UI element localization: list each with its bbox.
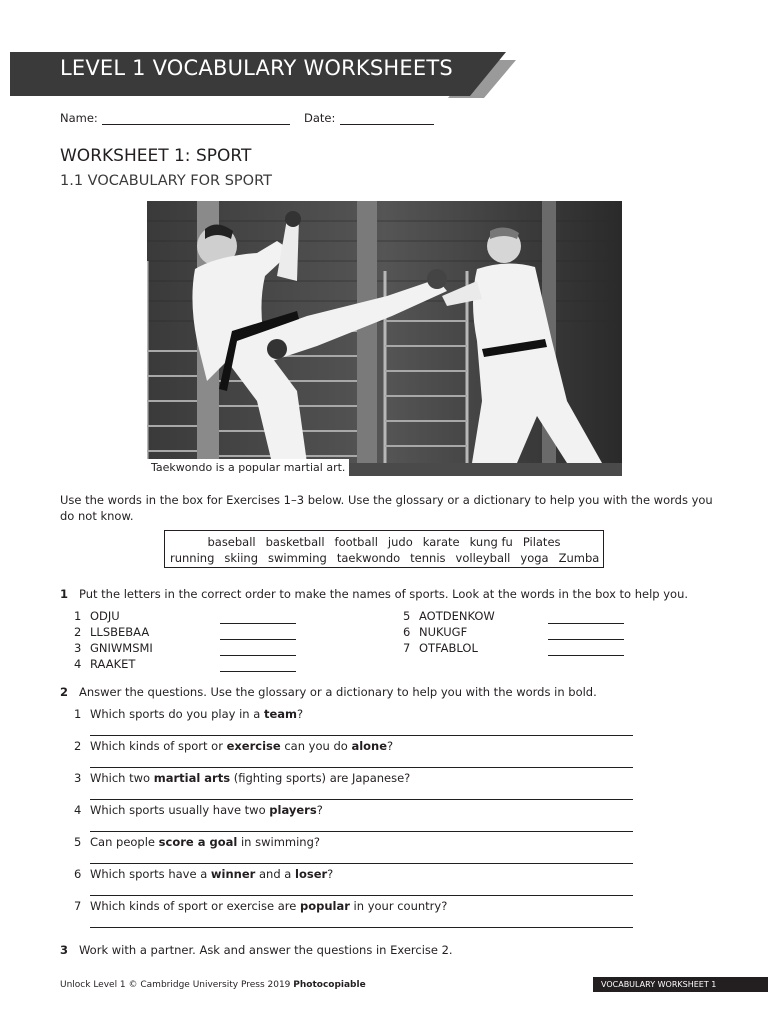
- word-box-word: football: [334, 535, 378, 549]
- bold-vocabulary-word: alone: [351, 739, 388, 753]
- footer-photocopiable: Photocopiable: [293, 980, 366, 990]
- question-text: Which sports usually have two: [90, 803, 270, 817]
- bold-vocabulary-word: loser: [295, 867, 328, 881]
- item-number: 7: [403, 641, 411, 655]
- exercise-1-instruction: [60, 587, 688, 601]
- answer-line[interactable]: [90, 767, 633, 768]
- header-title: LEVEL 1 VOCABULARY WORKSHEETS: [60, 56, 453, 80]
- question-text: Which sports have a: [90, 867, 211, 881]
- word-box-word: kung fu: [469, 535, 513, 549]
- word-box-word: Zumba: [558, 551, 600, 565]
- question-text: can you do: [280, 739, 352, 753]
- answer-line[interactable]: [548, 639, 624, 640]
- question-item: [74, 707, 303, 721]
- word-box-word: swimming: [268, 551, 327, 565]
- question-item: [74, 771, 410, 785]
- name-field[interactable]: [102, 124, 290, 125]
- word-box: [164, 530, 604, 568]
- question-text: Which sports do you play in a: [90, 707, 264, 721]
- question-item: [74, 739, 393, 753]
- exercise-text: Answer the questions. Use the glossary or a dictionary to help you with the words in bold.: [78, 685, 597, 699]
- question-text: Can people: [90, 835, 159, 849]
- bold-vocabulary-word: winner: [210, 867, 256, 881]
- exercise-number: 3: [60, 943, 69, 957]
- bold-vocabulary-word: exercise: [226, 739, 281, 753]
- exercise-2-instruction: [60, 685, 597, 699]
- date-field[interactable]: [340, 124, 434, 125]
- question-number: 1: [74, 707, 82, 721]
- answer-line[interactable]: [90, 831, 633, 832]
- question-text: ?: [297, 707, 304, 721]
- word-box-word: Pilates: [522, 535, 561, 549]
- question-text: ?: [327, 867, 334, 881]
- footer-copyright: [60, 980, 366, 990]
- answer-line[interactable]: [220, 623, 296, 624]
- answer-line[interactable]: [220, 671, 296, 672]
- question-number: 5: [74, 835, 82, 849]
- instructions-intro: Use the words in the box for Exercises 1–3 below. Use the glossary or a dictionary to help you with the words you do not know.: [60, 493, 713, 523]
- answer-line[interactable]: [220, 655, 296, 656]
- word-box-word: tennis: [410, 551, 446, 565]
- scrambled-word: OTFABLOL: [419, 641, 478, 655]
- bold-vocabulary-word: martial arts: [153, 771, 231, 785]
- question-text: Which kinds of sport or: [90, 739, 227, 753]
- photo-caption: Taekwondo is a popular martial art.: [147, 459, 349, 477]
- answer-line[interactable]: [90, 927, 633, 928]
- exercise-text: Work with a partner. Ask and answer the questions in Exercise 2.: [78, 943, 453, 957]
- answer-line[interactable]: [548, 655, 624, 656]
- question-text: Which two: [90, 771, 154, 785]
- scrambled-word: NUKUGF: [419, 625, 468, 639]
- scrambled-word: RAAKET: [90, 657, 136, 671]
- question-number: 6: [74, 867, 82, 881]
- scrambled-word: LLSBEBAA: [90, 625, 150, 639]
- word-box-word: running: [170, 551, 215, 565]
- question-item: [74, 803, 323, 817]
- question-item: [74, 899, 447, 913]
- exercise-text: Put the letters in the correct order to make the names of sports. Look at the words in the box to help you.: [78, 587, 689, 601]
- question-number: 3: [74, 771, 82, 785]
- question-item: [74, 835, 320, 849]
- scrambled-word: GNIWMSMI: [90, 641, 153, 655]
- worksheet-subtitle: 1.1 VOCABULARY FOR SPORT: [60, 173, 272, 189]
- question-text: in swimming?: [237, 835, 320, 849]
- word-box-word: baseball: [207, 535, 256, 549]
- scrambled-word-item: [403, 609, 495, 623]
- question-number: 7: [74, 899, 82, 913]
- answer-line[interactable]: [90, 895, 633, 896]
- question-number: 4: [74, 803, 82, 817]
- scrambled-word-item: [403, 625, 467, 639]
- scrambled-word: AOTDENKOW: [419, 609, 495, 623]
- item-number: 3: [74, 641, 82, 655]
- question-number: 2: [74, 739, 82, 753]
- item-number: 1: [74, 609, 82, 623]
- answer-line[interactable]: [90, 799, 633, 800]
- exercise-3-instruction: [60, 943, 453, 957]
- scrambled-word-item: [74, 625, 149, 639]
- question-text: Which kinds of sport or exercise are: [90, 899, 300, 913]
- bold-vocabulary-word: players: [269, 803, 317, 817]
- word-box-word: judo: [387, 535, 413, 549]
- footer-worksheet-label: VOCABULARY WORKSHEET 1: [593, 977, 768, 992]
- answer-line[interactable]: [90, 863, 633, 864]
- scrambled-word-item: [74, 641, 153, 655]
- word-box-word: karate: [422, 535, 460, 549]
- question-text: ?: [387, 739, 394, 753]
- taekwondo-photo: [147, 201, 622, 476]
- exercise-number: 1: [60, 587, 69, 601]
- word-box-word: taekwondo: [336, 551, 401, 565]
- word-box-row: [165, 550, 603, 566]
- bold-vocabulary-word: team: [263, 707, 298, 721]
- answer-line[interactable]: [548, 623, 624, 624]
- question-text: (fighting sports) are Japanese?: [230, 771, 411, 785]
- word-box-row: [165, 534, 603, 550]
- question-text: and a: [255, 867, 295, 881]
- date-label: Date:: [304, 111, 336, 125]
- scrambled-word-item: [403, 641, 478, 655]
- answer-line[interactable]: [90, 735, 633, 736]
- word-box-word: skiing: [224, 551, 259, 565]
- worksheet-title: WORKSHEET 1: SPORT: [60, 146, 252, 166]
- word-box-word: yoga: [520, 551, 549, 565]
- bold-vocabulary-word: score a goal: [158, 835, 238, 849]
- word-box-word: basketball: [265, 535, 325, 549]
- exercise-number: 2: [60, 685, 69, 699]
- scrambled-word-item: [74, 609, 120, 623]
- item-number: 6: [403, 625, 411, 639]
- item-number: 5: [403, 609, 411, 623]
- question-text: in your country?: [349, 899, 448, 913]
- word-box-word: volleyball: [455, 551, 511, 565]
- bold-vocabulary-word: popular: [299, 899, 350, 913]
- item-number: 2: [74, 625, 82, 639]
- question-item: [74, 867, 333, 881]
- name-label: Name:: [60, 111, 98, 125]
- question-text: ?: [316, 803, 323, 817]
- answer-line[interactable]: [220, 639, 296, 640]
- item-number: 4: [74, 657, 82, 671]
- footer-copyright-text: Unlock Level 1 © Cambridge University Press 2019: [60, 980, 294, 990]
- scrambled-word: ODJU: [90, 609, 120, 623]
- scrambled-word-item: [74, 657, 135, 671]
